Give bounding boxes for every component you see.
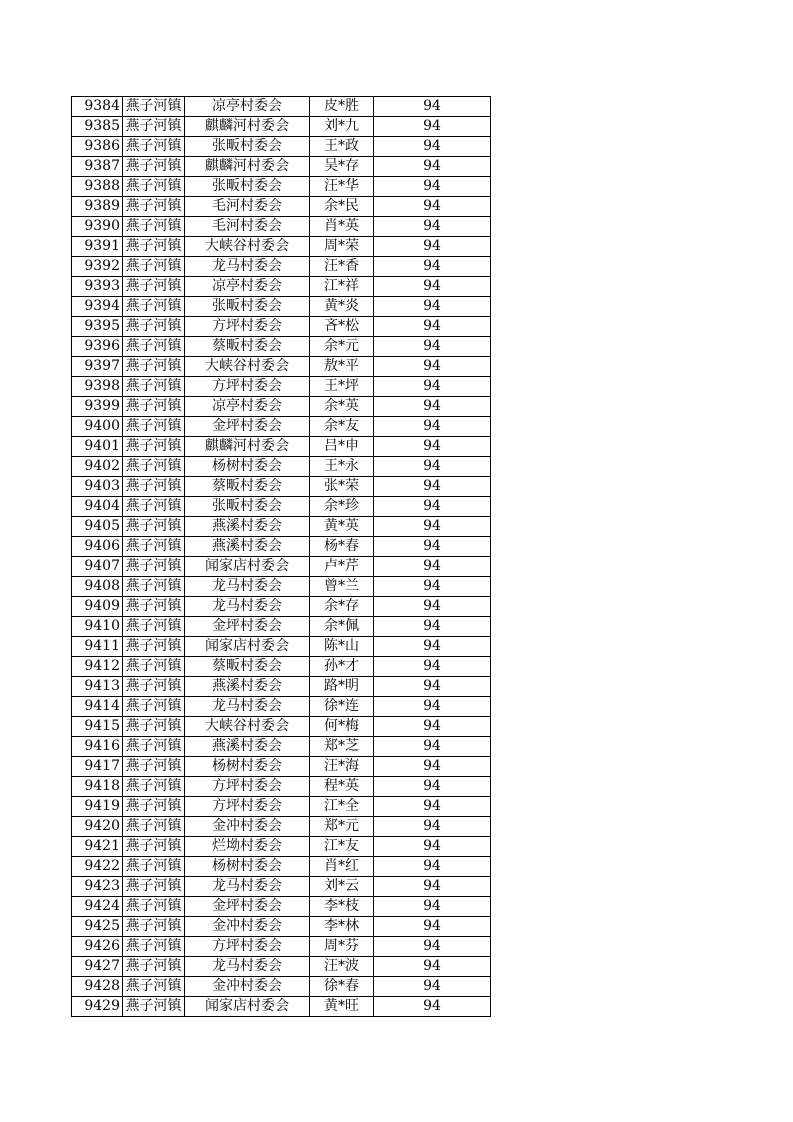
- row-number-cell: 9427: [72, 957, 123, 977]
- village-committee-cell: 闻家店村委会: [185, 637, 310, 657]
- person-name-cell: 江*祥: [310, 277, 374, 297]
- table-row: [72, 757, 491, 777]
- score-cell: 94: [374, 917, 491, 937]
- town-cell: 燕子河镇: [123, 317, 185, 337]
- table-row: [72, 997, 491, 1017]
- town-cell: 燕子河镇: [123, 517, 185, 537]
- person-name-cell: 张*荣: [310, 477, 374, 497]
- person-name-cell: 吕*申: [310, 437, 374, 457]
- row-number-cell: 9417: [72, 757, 123, 777]
- town-cell: 燕子河镇: [123, 497, 185, 517]
- score-cell: 94: [374, 397, 491, 417]
- score-cell: 94: [374, 157, 491, 177]
- village-committee-cell: 龙马村委会: [185, 257, 310, 277]
- person-name-cell: 李*枝: [310, 897, 374, 917]
- table-body: [72, 97, 491, 1017]
- village-committee-cell: 蔡畈村委会: [185, 657, 310, 677]
- village-committee-cell: 凉亭村委会: [185, 277, 310, 297]
- score-cell: 94: [374, 197, 491, 217]
- score-cell: 94: [374, 277, 491, 297]
- row-number-cell: 9401: [72, 437, 123, 457]
- row-number-cell: 9384: [72, 97, 123, 117]
- row-number-cell: 9416: [72, 737, 123, 757]
- town-cell: 燕子河镇: [123, 237, 185, 257]
- person-name-cell: 王*坪: [310, 377, 374, 397]
- village-committee-cell: 龙马村委会: [185, 577, 310, 597]
- table-row: [72, 737, 491, 757]
- table-row: [72, 777, 491, 797]
- table-row: [72, 497, 491, 517]
- score-cell: 94: [374, 677, 491, 697]
- score-cell: 94: [374, 357, 491, 377]
- town-cell: 燕子河镇: [123, 877, 185, 897]
- person-name-cell: 黄*旺: [310, 997, 374, 1017]
- village-committee-cell: 金冲村委会: [185, 817, 310, 837]
- village-committee-cell: 龙马村委会: [185, 877, 310, 897]
- table-row: [72, 537, 491, 557]
- row-number-cell: 9420: [72, 817, 123, 837]
- person-name-cell: 路*明: [310, 677, 374, 697]
- person-name-cell: 周*荣: [310, 237, 374, 257]
- town-cell: 燕子河镇: [123, 437, 185, 457]
- row-number-cell: 9411: [72, 637, 123, 657]
- score-cell: 94: [374, 617, 491, 637]
- score-cell: 94: [374, 737, 491, 757]
- person-name-cell: 郑*芝: [310, 737, 374, 757]
- table-row: [72, 697, 491, 717]
- village-committee-cell: 方坪村委会: [185, 317, 310, 337]
- row-number-cell: 9390: [72, 217, 123, 237]
- person-name-cell: 余*珍: [310, 497, 374, 517]
- score-cell: 94: [374, 257, 491, 277]
- score-cell: 94: [374, 337, 491, 357]
- row-number-cell: 9397: [72, 357, 123, 377]
- town-cell: 燕子河镇: [123, 477, 185, 497]
- town-cell: 燕子河镇: [123, 857, 185, 877]
- town-cell: 燕子河镇: [123, 97, 185, 117]
- table-row: [72, 617, 491, 637]
- row-number-cell: 9421: [72, 837, 123, 857]
- town-cell: 燕子河镇: [123, 557, 185, 577]
- score-cell: 94: [374, 937, 491, 957]
- town-cell: 燕子河镇: [123, 757, 185, 777]
- row-number-cell: 9424: [72, 897, 123, 917]
- table-row: [72, 557, 491, 577]
- table-row: [72, 837, 491, 857]
- score-cell: 94: [374, 377, 491, 397]
- town-cell: 燕子河镇: [123, 457, 185, 477]
- row-number-cell: 9386: [72, 137, 123, 157]
- village-committee-cell: 龙马村委会: [185, 957, 310, 977]
- person-name-cell: 周*芬: [310, 937, 374, 957]
- person-name-cell: 卢*芹: [310, 557, 374, 577]
- person-name-cell: 徐*春: [310, 977, 374, 997]
- person-name-cell: 陈*山: [310, 637, 374, 657]
- town-cell: 燕子河镇: [123, 677, 185, 697]
- table-row: [72, 937, 491, 957]
- score-cell: 94: [374, 497, 491, 517]
- town-cell: 燕子河镇: [123, 697, 185, 717]
- row-number-cell: 9387: [72, 157, 123, 177]
- score-cell: 94: [374, 477, 491, 497]
- person-name-cell: 汪*香: [310, 257, 374, 277]
- village-committee-cell: 闻家店村委会: [185, 557, 310, 577]
- village-committee-cell: 麒麟河村委会: [185, 117, 310, 137]
- table-row: [72, 637, 491, 657]
- row-number-cell: 9426: [72, 937, 123, 957]
- person-name-cell: 江*全: [310, 797, 374, 817]
- village-committee-cell: 金冲村委会: [185, 917, 310, 937]
- person-name-cell: 余*存: [310, 597, 374, 617]
- person-name-cell: 汪*波: [310, 957, 374, 977]
- score-cell: 94: [374, 537, 491, 557]
- village-committee-cell: 麒麟河村委会: [185, 157, 310, 177]
- row-number-cell: 9422: [72, 857, 123, 877]
- score-cell: 94: [374, 657, 491, 677]
- score-cell: 94: [374, 437, 491, 457]
- town-cell: 燕子河镇: [123, 417, 185, 437]
- row-number-cell: 9396: [72, 337, 123, 357]
- person-name-cell: 何*梅: [310, 717, 374, 737]
- town-cell: 燕子河镇: [123, 917, 185, 937]
- table-row: [72, 117, 491, 137]
- score-cell: 94: [374, 217, 491, 237]
- village-committee-cell: 龙马村委会: [185, 697, 310, 717]
- table-row: [72, 897, 491, 917]
- person-name-cell: 郑*元: [310, 817, 374, 837]
- village-committee-cell: 金坪村委会: [185, 897, 310, 917]
- table-row: [72, 877, 491, 897]
- person-name-cell: 汪*海: [310, 757, 374, 777]
- score-cell: 94: [374, 177, 491, 197]
- person-name-cell: 吴*存: [310, 157, 374, 177]
- score-cell: 94: [374, 457, 491, 477]
- town-cell: 燕子河镇: [123, 357, 185, 377]
- score-cell: 94: [374, 817, 491, 837]
- village-committee-cell: 大峡谷村委会: [185, 717, 310, 737]
- village-committee-cell: 闻家店村委会: [185, 997, 310, 1017]
- table-row: [72, 277, 491, 297]
- person-name-cell: 黄*英: [310, 517, 374, 537]
- score-cell: 94: [374, 137, 491, 157]
- person-name-cell: 余*英: [310, 397, 374, 417]
- table-row: [72, 417, 491, 437]
- town-cell: 燕子河镇: [123, 957, 185, 977]
- person-name-cell: 杨*春: [310, 537, 374, 557]
- score-cell: 94: [374, 317, 491, 337]
- score-cell: 94: [374, 837, 491, 857]
- village-committee-cell: 金坪村委会: [185, 417, 310, 437]
- village-committee-cell: 蔡畈村委会: [185, 337, 310, 357]
- score-cell: 94: [374, 777, 491, 797]
- row-number-cell: 9400: [72, 417, 123, 437]
- village-committee-cell: 杨树村委会: [185, 457, 310, 477]
- score-cell: 94: [374, 717, 491, 737]
- town-cell: 燕子河镇: [123, 197, 185, 217]
- row-number-cell: 9412: [72, 657, 123, 677]
- village-committee-cell: 龙马村委会: [185, 597, 310, 617]
- score-cell: 94: [374, 557, 491, 577]
- table-row: [72, 197, 491, 217]
- person-name-cell: 余*友: [310, 417, 374, 437]
- row-number-cell: 9395: [72, 317, 123, 337]
- row-number-cell: 9404: [72, 497, 123, 517]
- town-cell: 燕子河镇: [123, 177, 185, 197]
- village-committee-cell: 方坪村委会: [185, 777, 310, 797]
- town-cell: 燕子河镇: [123, 537, 185, 557]
- data-table: [71, 96, 491, 1017]
- town-cell: 燕子河镇: [123, 117, 185, 137]
- town-cell: 燕子河镇: [123, 277, 185, 297]
- score-cell: 94: [374, 697, 491, 717]
- town-cell: 燕子河镇: [123, 617, 185, 637]
- score-cell: 94: [374, 237, 491, 257]
- row-number-cell: 9407: [72, 557, 123, 577]
- village-committee-cell: 张畈村委会: [185, 137, 310, 157]
- row-number-cell: 9388: [72, 177, 123, 197]
- score-cell: 94: [374, 977, 491, 997]
- person-name-cell: 孙*才: [310, 657, 374, 677]
- table-row: [72, 237, 491, 257]
- table-row: [72, 357, 491, 377]
- person-name-cell: 程*英: [310, 777, 374, 797]
- person-name-cell: 吝*松: [310, 317, 374, 337]
- row-number-cell: 9403: [72, 477, 123, 497]
- score-cell: 94: [374, 897, 491, 917]
- person-name-cell: 皮*胜: [310, 97, 374, 117]
- score-cell: 94: [374, 97, 491, 117]
- score-cell: 94: [374, 997, 491, 1017]
- person-name-cell: 王*政: [310, 137, 374, 157]
- row-number-cell: 9394: [72, 297, 123, 317]
- table-row: [72, 917, 491, 937]
- row-number-cell: 9391: [72, 237, 123, 257]
- person-name-cell: 江*友: [310, 837, 374, 857]
- village-committee-cell: 杨树村委会: [185, 757, 310, 777]
- village-committee-cell: 麒麟河村委会: [185, 437, 310, 457]
- score-cell: 94: [374, 517, 491, 537]
- town-cell: 燕子河镇: [123, 657, 185, 677]
- table-row: [72, 317, 491, 337]
- table-row: [72, 677, 491, 697]
- table-row: [72, 337, 491, 357]
- score-cell: 94: [374, 297, 491, 317]
- person-name-cell: 黄*炎: [310, 297, 374, 317]
- table-row: [72, 857, 491, 877]
- village-committee-cell: 张畈村委会: [185, 297, 310, 317]
- person-name-cell: 刘*九: [310, 117, 374, 137]
- row-number-cell: 9429: [72, 997, 123, 1017]
- row-number-cell: 9409: [72, 597, 123, 617]
- person-name-cell: 汪*华: [310, 177, 374, 197]
- table-row: [72, 397, 491, 417]
- town-cell: 燕子河镇: [123, 397, 185, 417]
- row-number-cell: 9399: [72, 397, 123, 417]
- person-name-cell: 李*林: [310, 917, 374, 937]
- town-cell: 燕子河镇: [123, 977, 185, 997]
- village-committee-cell: 张畈村委会: [185, 497, 310, 517]
- table-row: [72, 157, 491, 177]
- row-number-cell: 9418: [72, 777, 123, 797]
- table-row: [72, 437, 491, 457]
- table-row: [72, 717, 491, 737]
- person-name-cell: 肖*英: [310, 217, 374, 237]
- row-number-cell: 9389: [72, 197, 123, 217]
- table-row: [72, 477, 491, 497]
- score-cell: 94: [374, 877, 491, 897]
- score-cell: 94: [374, 857, 491, 877]
- town-cell: 燕子河镇: [123, 817, 185, 837]
- row-number-cell: 9413: [72, 677, 123, 697]
- town-cell: 燕子河镇: [123, 377, 185, 397]
- row-number-cell: 9392: [72, 257, 123, 277]
- person-name-cell: 刘*云: [310, 877, 374, 897]
- village-committee-cell: 金冲村委会: [185, 977, 310, 997]
- town-cell: 燕子河镇: [123, 297, 185, 317]
- row-number-cell: 9405: [72, 517, 123, 537]
- village-committee-cell: 毛河村委会: [185, 197, 310, 217]
- row-number-cell: 9423: [72, 877, 123, 897]
- town-cell: 燕子河镇: [123, 777, 185, 797]
- town-cell: 燕子河镇: [123, 337, 185, 357]
- table-row: [72, 597, 491, 617]
- town-cell: 燕子河镇: [123, 797, 185, 817]
- row-number-cell: 9402: [72, 457, 123, 477]
- row-number-cell: 9419: [72, 797, 123, 817]
- town-cell: 燕子河镇: [123, 997, 185, 1017]
- table-row: [72, 297, 491, 317]
- town-cell: 燕子河镇: [123, 577, 185, 597]
- town-cell: 燕子河镇: [123, 717, 185, 737]
- row-number-cell: 9415: [72, 717, 123, 737]
- village-committee-cell: 大峡谷村委会: [185, 357, 310, 377]
- village-committee-cell: 方坪村委会: [185, 377, 310, 397]
- village-committee-cell: 毛河村委会: [185, 217, 310, 237]
- village-committee-cell: 张畈村委会: [185, 177, 310, 197]
- table-row: [72, 817, 491, 837]
- village-committee-cell: 燕溪村委会: [185, 537, 310, 557]
- row-number-cell: 9385: [72, 117, 123, 137]
- town-cell: 燕子河镇: [123, 637, 185, 657]
- town-cell: 燕子河镇: [123, 937, 185, 957]
- row-number-cell: 9393: [72, 277, 123, 297]
- table-row: [72, 257, 491, 277]
- village-committee-cell: 燕溪村委会: [185, 737, 310, 757]
- table-row: [72, 457, 491, 477]
- row-number-cell: 9425: [72, 917, 123, 937]
- person-name-cell: 徐*连: [310, 697, 374, 717]
- table-row: [72, 517, 491, 537]
- table-row: [72, 577, 491, 597]
- village-committee-cell: 烂坳村委会: [185, 837, 310, 857]
- table-row: [72, 217, 491, 237]
- row-number-cell: 9410: [72, 617, 123, 637]
- row-number-cell: 9428: [72, 977, 123, 997]
- village-committee-cell: 方坪村委会: [185, 937, 310, 957]
- person-name-cell: 王*永: [310, 457, 374, 477]
- village-committee-cell: 金坪村委会: [185, 617, 310, 637]
- town-cell: 燕子河镇: [123, 737, 185, 757]
- table-row: [72, 977, 491, 997]
- table-row: [72, 137, 491, 157]
- score-cell: 94: [374, 637, 491, 657]
- table-row: [72, 957, 491, 977]
- town-cell: 燕子河镇: [123, 157, 185, 177]
- row-number-cell: 9414: [72, 697, 123, 717]
- town-cell: 燕子河镇: [123, 897, 185, 917]
- score-cell: 94: [374, 417, 491, 437]
- row-number-cell: 9408: [72, 577, 123, 597]
- town-cell: 燕子河镇: [123, 137, 185, 157]
- score-cell: 94: [374, 577, 491, 597]
- village-committee-cell: 大峡谷村委会: [185, 237, 310, 257]
- village-committee-cell: 凉亭村委会: [185, 97, 310, 117]
- score-cell: 94: [374, 797, 491, 817]
- town-cell: 燕子河镇: [123, 217, 185, 237]
- table-row: [72, 97, 491, 117]
- score-cell: 94: [374, 117, 491, 137]
- row-number-cell: 9406: [72, 537, 123, 557]
- table-row: [72, 377, 491, 397]
- person-name-cell: 余*佩: [310, 617, 374, 637]
- score-cell: 94: [374, 957, 491, 977]
- village-committee-cell: 燕溪村委会: [185, 517, 310, 537]
- score-cell: 94: [374, 757, 491, 777]
- village-committee-cell: 杨树村委会: [185, 857, 310, 877]
- village-committee-cell: 方坪村委会: [185, 797, 310, 817]
- table-row: [72, 797, 491, 817]
- table-row: [72, 657, 491, 677]
- person-name-cell: 敖*平: [310, 357, 374, 377]
- score-cell: 94: [374, 597, 491, 617]
- row-number-cell: 9398: [72, 377, 123, 397]
- person-name-cell: 余*元: [310, 337, 374, 357]
- person-name-cell: 曾*兰: [310, 577, 374, 597]
- town-cell: 燕子河镇: [123, 597, 185, 617]
- table-row: [72, 177, 491, 197]
- village-committee-cell: 凉亭村委会: [185, 397, 310, 417]
- village-committee-cell: 燕溪村委会: [185, 677, 310, 697]
- person-name-cell: 余*民: [310, 197, 374, 217]
- person-name-cell: 肖*红: [310, 857, 374, 877]
- village-committee-cell: 蔡畈村委会: [185, 477, 310, 497]
- town-cell: 燕子河镇: [123, 837, 185, 857]
- town-cell: 燕子河镇: [123, 257, 185, 277]
